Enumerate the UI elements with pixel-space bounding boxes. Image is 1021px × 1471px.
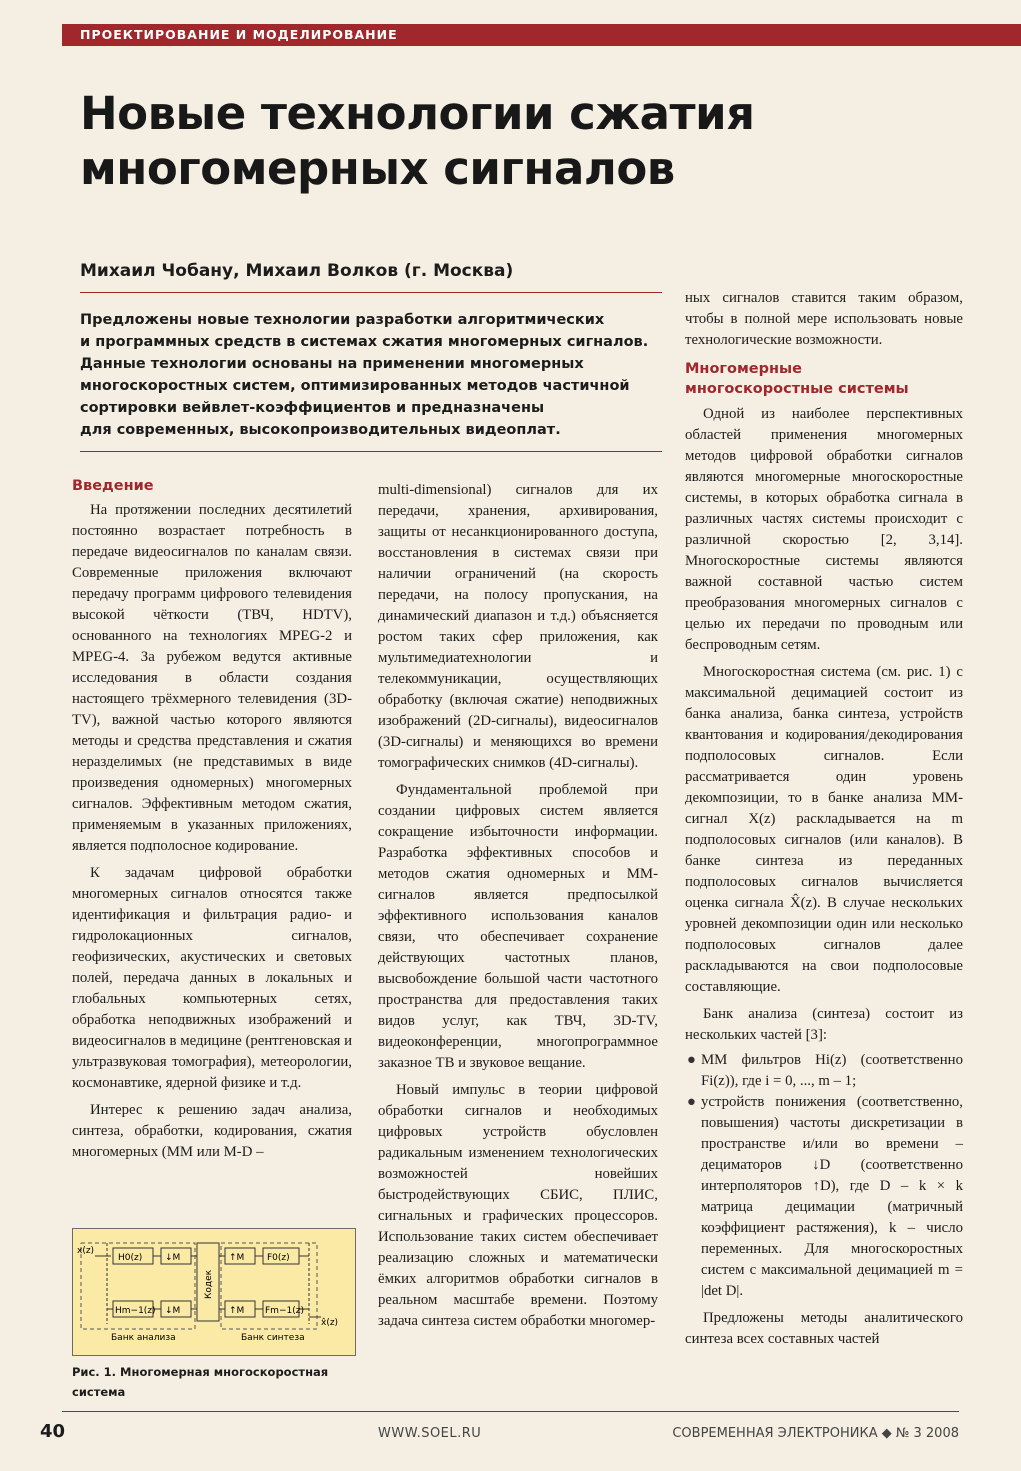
paragraph: Многоскоростная система (см. рис. 1) с максимальной децимацией состоит из банка анализа, банка синтеза, устройств квантования и кодирования/декодирования подполосовых сигналов. Если рассматривается один уровень декомпозиции, то в банке анализа ММ-сигнал X(z) раскладывается на m подполосовых сигналов (или каналов). В банке синтеза из переданных подполосовых сигналов вычисляется оценка сигнала X̂(z). В случае нескольких уровней декомпозиции один или несколько подполосовых сигналов далее раскладываются на свои подполосовые составляющие. [685,664,963,995]
journal-info: СОВРЕМЕННАЯ ЭЛЕКТРОНИКА ◆ № 3 2008 [672,1426,959,1441]
authors-rule [80,292,662,293]
paragraph: Фундаментальной проблемой при создании цифровых систем является сокращение избыточности информации. Разработка эффективных способов и методов сжатия одномерных и ММ-сигналов является предпосылкой эффективного использования каналов связи, что обеспечивает сохранение действующих частотных планов, высвобождение большой части частотного пространства для предоставления таких видов услуг, как ТВЧ, 3D-TV, видеоконференции, многопрограммное заказное ТВ и звуковое вещание. [378,782,658,1071]
paragraph: multi-dimensional) сигналов для их передачи, хранения, архивирования, защиты от несанкционированного доступа, восстановления в системах связи при наличии ограничений (на скорость передачи, на полосу пропускания, на динамический диапазон и т.д.) объясняется ростом таких сфер приложения, как мультимедиатехнологии и телекоммуникации, осуществляющих обработку (включая сжатие) неподвижных изображений (2D-сигналы), видеосигналов (3D-сигналы) и меняющихся во времени томографических снимков (4D-сигналы). [378,482,658,771]
paragraph: ных сигналов ставится таким образом, чтобы в полной мере использовать новые технологические возможности. [685,290,963,348]
abstract-rule [80,451,662,452]
bullet-item: ● ММ фильтров Hi(z) (соответственно Fi(z)), где i = 0, ..., m – 1; [687,1052,963,1089]
abstract-line: Данные технологии основаны на применении многомерных [80,356,584,372]
abstract-line: многоскоростных систем, оптимизированных методов частичной [80,378,630,394]
fig-f0: F0(z) [267,1253,290,1263]
fig-up-m: ↑M [229,1306,245,1316]
paragraph: На протяжении последних десятилетий постоянно возрастает потребность в передаче видеосигналов по каналам связи. Современные приложения включают передачу программ цифрового телевидения высокой чёткости (ТВЧ, HDTV), основанного на технологиях MPEG-2 и MPEG-4. За рубежом ведутся активные исследования в области создания настоящего трёхмерного телевидения (3D-TV), важной частью которого являются методы и средства представления и сжатия неразделимых (не представимых в виде произведения одномерных) многомерных сигналов. Эффективным методом сжатия, применяемым в указанных приложениях, является подполосное кодирование. [72,502,352,854]
section-label: ПРОЕКТИРОВАНИЕ И МОДЕЛИРОВАНИЕ [80,27,398,42]
column-1 [72,476,352,1163]
figure-1-diagram [72,1228,356,1356]
column-2 [378,480,658,1332]
paragraph: Интерес к решению задач анализа, синтеза, обработки, кодирования, сжатия многомерных (ММ или M-D – [72,1102,352,1160]
authors: Михаил Чобану, Михаил Волков (г. Москва) [80,261,514,281]
fig-fm: Fm−1(z) [265,1306,304,1316]
fig-output-label: x̂(z) [321,1318,339,1328]
fig-codec: Кодек [204,1269,214,1299]
heading-line-2: многоскоростные системы [685,381,909,397]
caption-line-2: система [72,1385,126,1399]
fig-up-0: ↑M [229,1253,245,1263]
paragraph: Банк анализа (синтеза) состоит из нескольких частей [3]: [685,1006,963,1043]
paragraph: К задачам цифровой обработки многомерных сигналов относятся также идентификация и фильтрация радио- и гидролокационных сигналов, геофизических, акустических и световых полей, передача данных в локальных и глобальных компьютерных сетях, обработка неподвижных изображений и видеосигналов в медицине (рентгеновская и ультразвуковая томография), метеорологии, космонавтике, ядерной физике и т.д. [72,865,352,1091]
abstract-line: для современных, высокопроизводительных видеоплат. [80,422,561,438]
page-number: 40 [40,1421,66,1442]
bullet-icon: ● [687,1052,696,1068]
article-title [80,86,755,196]
abstract-line: сортировки вейвлет-коэффициентов и предназначены [80,400,545,416]
paragraph: Одной из наиболее перспективных областей применения многомерных методов цифровой обработки сигналов являются многомерные многоскоростные системы, в которых обработка сигнала в различных частях системы происходит с различной скоростью [2, 3,14]. Многоскоростные системы являются важной составной частью систем преобразования многомерных сигналов с целью их передачи по проводным или беспроводным сетям. [685,406,963,653]
footer-rule [62,1411,959,1412]
paragraph: Предложены методы аналитического синтеза всех составных частей [685,1310,963,1347]
fig-down-0: ↓M [165,1253,181,1263]
fig-synthesis-label: Банк синтеза [241,1333,305,1343]
multirate-heading [685,359,963,399]
bullet-list [685,1050,963,1302]
column-3 [685,288,963,1350]
fig-analysis-label: Банк анализа [111,1333,176,1343]
fig-down-m: ↓M [165,1306,181,1316]
intro-heading: Введение [72,478,154,494]
fig-input-label: x(z) [77,1246,95,1256]
figure-caption [72,1362,354,1402]
fig-hm: Hm−1(z) [115,1306,156,1316]
abstract-line: и программных средств в системах сжатия многомерных сигналов. [80,334,649,350]
title-line-2: многомерных сигналов [80,142,675,195]
paragraph: Новый импульс в теории цифровой обработки сигналов и необходимых цифровых устройств обусловлен радикальным изменением технологических возможностей новейших быстродействующих СБИС, ПЛИС, сигнальных и графических процессоров. Использование таких систем обеспечивает реализацию сложных и математически ёмких алгоритмов обработки сигналов в реальном масштабе времени. Поэтому задача синтеза систем обработки многомер- [378,1082,658,1329]
bullet-item: ● устройств понижения (соответственно, повышения) частоты дискретизации в пространстве и/или во времени – дециматоров ↓D (соответственно интерполяторов ↑D), где D – k × k матрица децимации (матричный коэффициент растяжения), k – число переменных. Для многоскоростных систем с максимальной децимацией m = |det D|. [687,1094,963,1299]
caption-line-1: Рис. 1. Многомерная многоскоростная [72,1365,329,1379]
fig-h0: H0(z) [118,1253,143,1263]
abstract-line: Предложены новые технологии разработки алгоритмических [80,312,605,328]
website-link[interactable]: WWW.SOEL.RU [378,1426,482,1441]
heading-line-1: Многомерные [685,361,802,377]
bullet-icon: ● [687,1094,696,1110]
abstract [80,309,660,441]
title-line-1: Новые технологии сжатия [80,87,755,140]
